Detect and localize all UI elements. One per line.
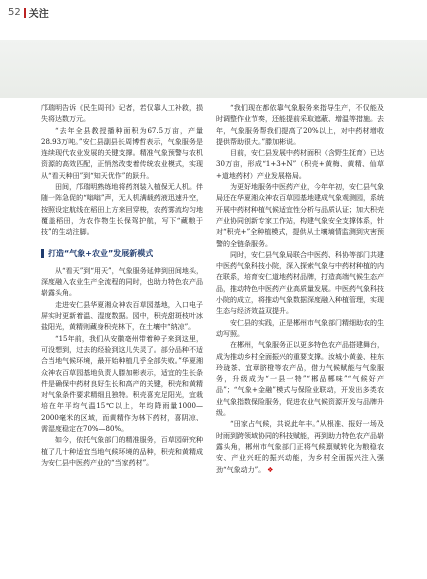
paragraph: 从“看天”到“用天”，气象服务延伸到田间地头，深度融入农业生产全流程的同时，也助力特色农产品崭露头角。 [41, 266, 203, 298]
paragraph: 安仁县的实践，正是郴州市气象部门精细助农的生动写照。 [216, 318, 384, 338]
paragraph: 为更好地服务中医药产业，今年年初，安仁县气象局还在华夏湘众神农百草园基地建成气象观测园，系统开展中药材种植气候适宜性分析与品质认证；加大积壳产业协同创新专家工作站，构建气象安全支撑体系，针对“积壳+”全种植模式，提供从土壤墒情监测到灾害预警的全链条服务。 [216, 183, 384, 248]
paragraph: “去年全县教授播种面积为67.5万亩，产量28.93万吨。”安仁县副县长周博哲表示，气象服务是连续现代农业发展的关键支撑。精准气象预警与农机资源的高效匹配，正悄然改变着传统农业模式，实现从“看天种田”到“知天优作”的跃升。 [41, 126, 203, 180]
paragraph: 在郴州，气象服务正以更多特色农产品搭建舞台，成为推动乡村全面振兴的重要支撑。汝城小黄姜、桂东玲珑茶、宜章脐橙等农产品，借力气候赋能与气象服务，升级成为“一县一特”“郴品郴味”“气候好产品”；“气象+金融”模式与保险业联动，开发出多类农业气象指数保险服务，促进农业气候资源开发与品牌升级。 [216, 341, 384, 418]
paragraph: “我们现在都依靠气象服务来指导生产，不仅能及时调整作业节奏，还能提前采取遮蔽、增温等措施。去年，气象服务帮我们提高了20%以上，对中药材增收提供帮助很大。”滕加彬说。 [216, 104, 384, 146]
paragraph [216, 419, 384, 475]
paragraph: 同时，安仁县气象局联合中医药、科协等部门共建中医药气象科技小院，深入探索气象与中药材种植的内在联系，培育安仁道地药材品牌，打造高端气候生态产品，推动特色中医药产业高质量发展。中医药气象科技小院的成立，将推动气象数据深度融入种植管理，实现生态与经济效益双提升。 [216, 250, 384, 316]
heading-marker [41, 249, 44, 258]
page-header [8, 5, 49, 20]
page-number: 52 [8, 7, 21, 18]
paragraph: 目前，安仁县发展中药材面积（含野生抚育）已达30万亩，形成“1+3+N”（积壳+黄梅、黄精、仙草+道地药材）产业发展格局。 [216, 149, 384, 180]
section-divider [24, 8, 26, 18]
paragraph: 邝瑞明告诉《民生周刊》记者，若仅靠人工补救，损失将达数万元。 [41, 104, 203, 124]
left-column [41, 103, 203, 469]
end-mark-icon: ❖ [267, 465, 274, 474]
paragraph: 走进安仁县华夏湘众神农百草园基地，入口电子屏实时更新着温、湿度数据。园中，积壳甜斑枝叶冰盐阳光，黄精则藏身积壳林下，在土壤中“纳凉”。 [41, 300, 203, 332]
header-photo-strip [0, 40, 427, 98]
section-heading-text: 打造“气象+农业”发展新模式 [48, 248, 154, 258]
paragraph-text: “田家占气候，共说此年丰。”从根准、报好一场及时雨到跨领域协同的科技赋能，再到助力特色农产品崭露头角，郴州市气象部门正将气候禀赋转化为粮稳农安、产业兴旺的振兴动能，为乡村全面振兴注入强劲“气象动力”。 [216, 420, 384, 474]
paragraph: 如今，依托气象部门的精准服务，百草园研究种植了几十种适宜当地气候环境的品种，积壳和黄精成为安仁县中医药产业的“当家药材”。 [41, 436, 203, 467]
paragraph: 田间，邝瑞明熟练地将药剂装入植保无人机。伴随一阵急促的“嗡嗡”声，无人机满载药液迅速升空，按照设定航线在稻田上方来回穿梭，农药雾流均匀地覆盖稻田，为农作物生长保驾护航，写下“藏粮于技”的生动注脚。 [41, 183, 203, 237]
section-label: 关注 [28, 9, 49, 20]
section-heading [41, 248, 203, 259]
right-column [216, 103, 384, 476]
paragraph: “15年前，我们从安徽亳州带着种子来到这里，可没想到，过去的经验到这儿失灵了。部分品种不适合当地气候环境，最开始种植几乎全部失败。”华夏湘众神农百草园基地负责人滕加彬表示，适宜的生长条件是确保中药材良好生长和高产的关键，积壳和黄精对气象条件要求精细且独特。积壳喜充足阳光，宜栽培在年平均气温15℃以上，年均降雨量1000—2000毫米的区域，而黄精作为林下药材，喜阴凉、需湿度稳定在70%—80%。 [41, 334, 203, 434]
